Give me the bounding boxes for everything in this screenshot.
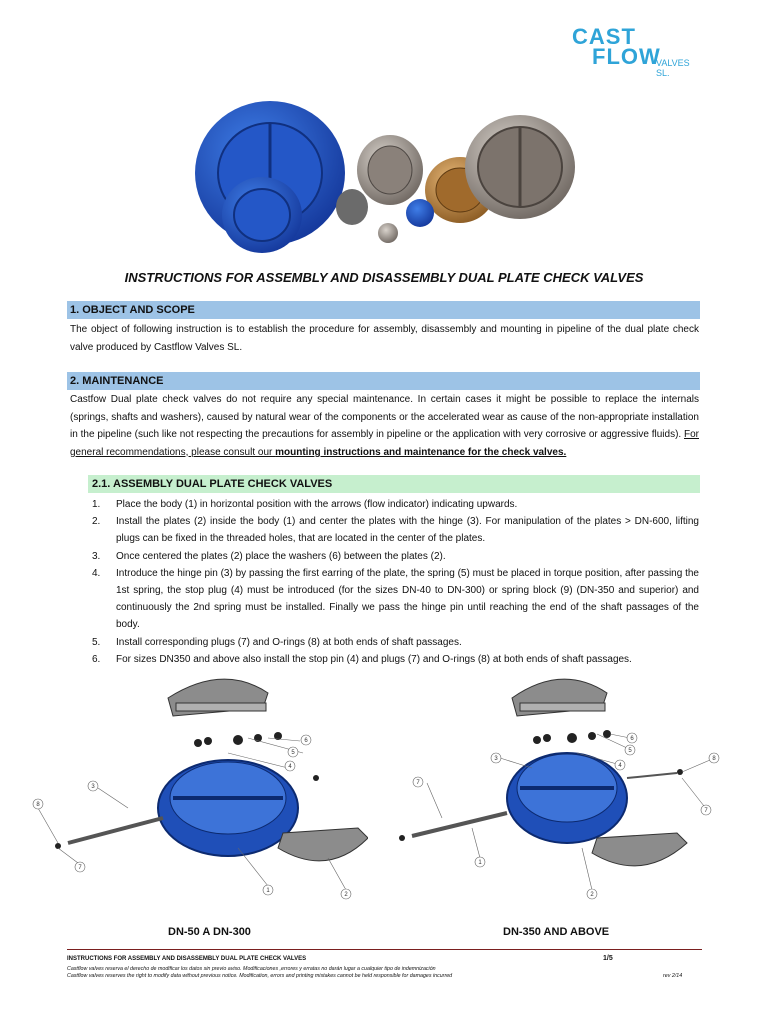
valves-photo bbox=[180, 95, 580, 255]
step-text: Introduce the hinge pin (3) by passing the first earring of the plate, the spring (5) must be placed in torque position, after passing the 1st spring, the stop plug (4) must be introduced (for the sizes DN-40 to DN-300) or spring block (9) (DN-350 and superior) and continuously the 2nd spring must be installed. Finally we pass the hinge pin until reaching the end of the shaft passages of the body. bbox=[116, 567, 699, 631]
callout-label: 4 bbox=[288, 764, 292, 770]
callout-label: 1 bbox=[478, 860, 482, 866]
recommendations-text: For general recommendations, please consult our bbox=[70, 429, 699, 458]
callout-label: 6 bbox=[304, 738, 308, 744]
mounting-instructions-link[interactable]: mounting instructions and maintenance for the check valves. bbox=[275, 446, 567, 458]
section-2-1-heading: 2.1. ASSEMBLY DUAL PLATE CHECK VALVES bbox=[88, 475, 700, 493]
callout-label: 8 bbox=[712, 756, 716, 762]
step-number: 2. bbox=[92, 516, 101, 528]
assembly-steps-list bbox=[92, 496, 699, 668]
footer-title: INSTRUCTIONS FOR ASSEMBLY AND DISASSEMBLY DUAL PLATE CHECK VALVES bbox=[67, 956, 307, 962]
list-item bbox=[92, 565, 699, 634]
caption-dn50-dn300: DN-50 A DN-300 bbox=[168, 926, 251, 938]
callout-label: 6 bbox=[630, 736, 634, 742]
step-text: For sizes DN350 and above also install the stop pin (4) and plugs (7) and O-rings (8) at both ends of shaft passages. bbox=[116, 653, 632, 665]
exploded-diagram-dn50-dn300 bbox=[28, 668, 368, 908]
footer-disclaimer-es: Castflow valves reserva el derecho de modificar los datos sin previo aviso. Modificaciones ,errores y erratas no darán lugar a cualquier tipo de indemnización bbox=[67, 966, 436, 972]
page-number: 1/5 bbox=[603, 955, 613, 962]
step-number: 3. bbox=[92, 550, 101, 562]
callout-label: 7 bbox=[416, 780, 420, 786]
callout-label: 2 bbox=[590, 892, 594, 898]
section-2-heading: 2. MAINTENANCE bbox=[67, 372, 700, 390]
step-text: Install the plates (2) inside the body (1) and center the plates with the hinge (3). For manipulation of the plates > DN-600, lifting plugs can be fixed in the threaded holes, that are located in the center of the plates. bbox=[116, 516, 699, 545]
section-1-text: The object of following instruction is to establish the procedure for assembly, disassembly and mounting in pipeline of the dual plate check valve produced by Castflow Valves SL. bbox=[70, 324, 699, 353]
callout-label: 3 bbox=[91, 784, 95, 790]
step-text: Place the body (1) in horizontal position with the arrows (flow indicator) indicating upwards. bbox=[116, 499, 518, 510]
section-2-body bbox=[70, 391, 699, 461]
callout-label: 5 bbox=[628, 748, 632, 754]
logo-line2: FLOW bbox=[592, 44, 661, 69]
caption-dn350-above: DN-350 AND ABOVE bbox=[503, 926, 610, 938]
callout-label: 5 bbox=[291, 750, 295, 756]
list-item bbox=[92, 496, 699, 513]
exploded-diagram-dn350-above bbox=[382, 668, 722, 908]
callout-label: 7 bbox=[78, 865, 82, 871]
step-number: 4. bbox=[92, 567, 101, 579]
document-title: INSTRUCTIONS FOR ASSEMBLY AND DISASSEMBLY DUAL PLATE CHECK VALVES bbox=[124, 270, 644, 285]
logo-line1: CAST bbox=[572, 24, 636, 49]
footer-divider bbox=[67, 949, 702, 950]
step-number: 6. bbox=[92, 653, 101, 665]
list-item bbox=[92, 548, 699, 565]
revision: rev 2/14 bbox=[663, 973, 683, 979]
step-text: Install corresponding plugs (7) and O-rings (8) at both ends of shaft passages. bbox=[116, 636, 462, 648]
section-1-heading: 1. OBJECT AND SCOPE bbox=[67, 301, 700, 319]
list-item bbox=[92, 634, 699, 651]
step-text: Once centered the plates (2) place the washers (6) between the plates (2). bbox=[116, 550, 446, 562]
list-item bbox=[92, 651, 699, 668]
callout-label: 4 bbox=[618, 763, 622, 769]
callout-label: 8 bbox=[36, 802, 40, 808]
callout-label: 3 bbox=[494, 756, 498, 762]
callout-label: 7 bbox=[704, 808, 708, 814]
logo-line3: VALVES SL. bbox=[656, 58, 690, 78]
step-number: 5. bbox=[92, 636, 101, 648]
footer-disclaimer-en: Castflow valves reserves the right to modify data without previous notice. Modification, errors and printing mistakes cannot be held responsible for damages incurred bbox=[67, 973, 453, 979]
callout-label: 1 bbox=[266, 888, 270, 894]
castflow-logo bbox=[572, 24, 702, 78]
callout-label: 2 bbox=[344, 892, 348, 898]
step-number: 1. bbox=[92, 499, 101, 510]
section-2-text: Castfow Dual plate check valves do not require any special maintenance. In certain cases it might be possible to replace the internals (springs, shafts and washers), caused by natural wear of the components or the accelerated wear as cause of the non-appropriate installation in the pipeline (such like not respecting the precautions for assembly in pipeline or the application with very corrosive or aggressive fluids). bbox=[70, 394, 699, 440]
list-item bbox=[92, 513, 699, 547]
